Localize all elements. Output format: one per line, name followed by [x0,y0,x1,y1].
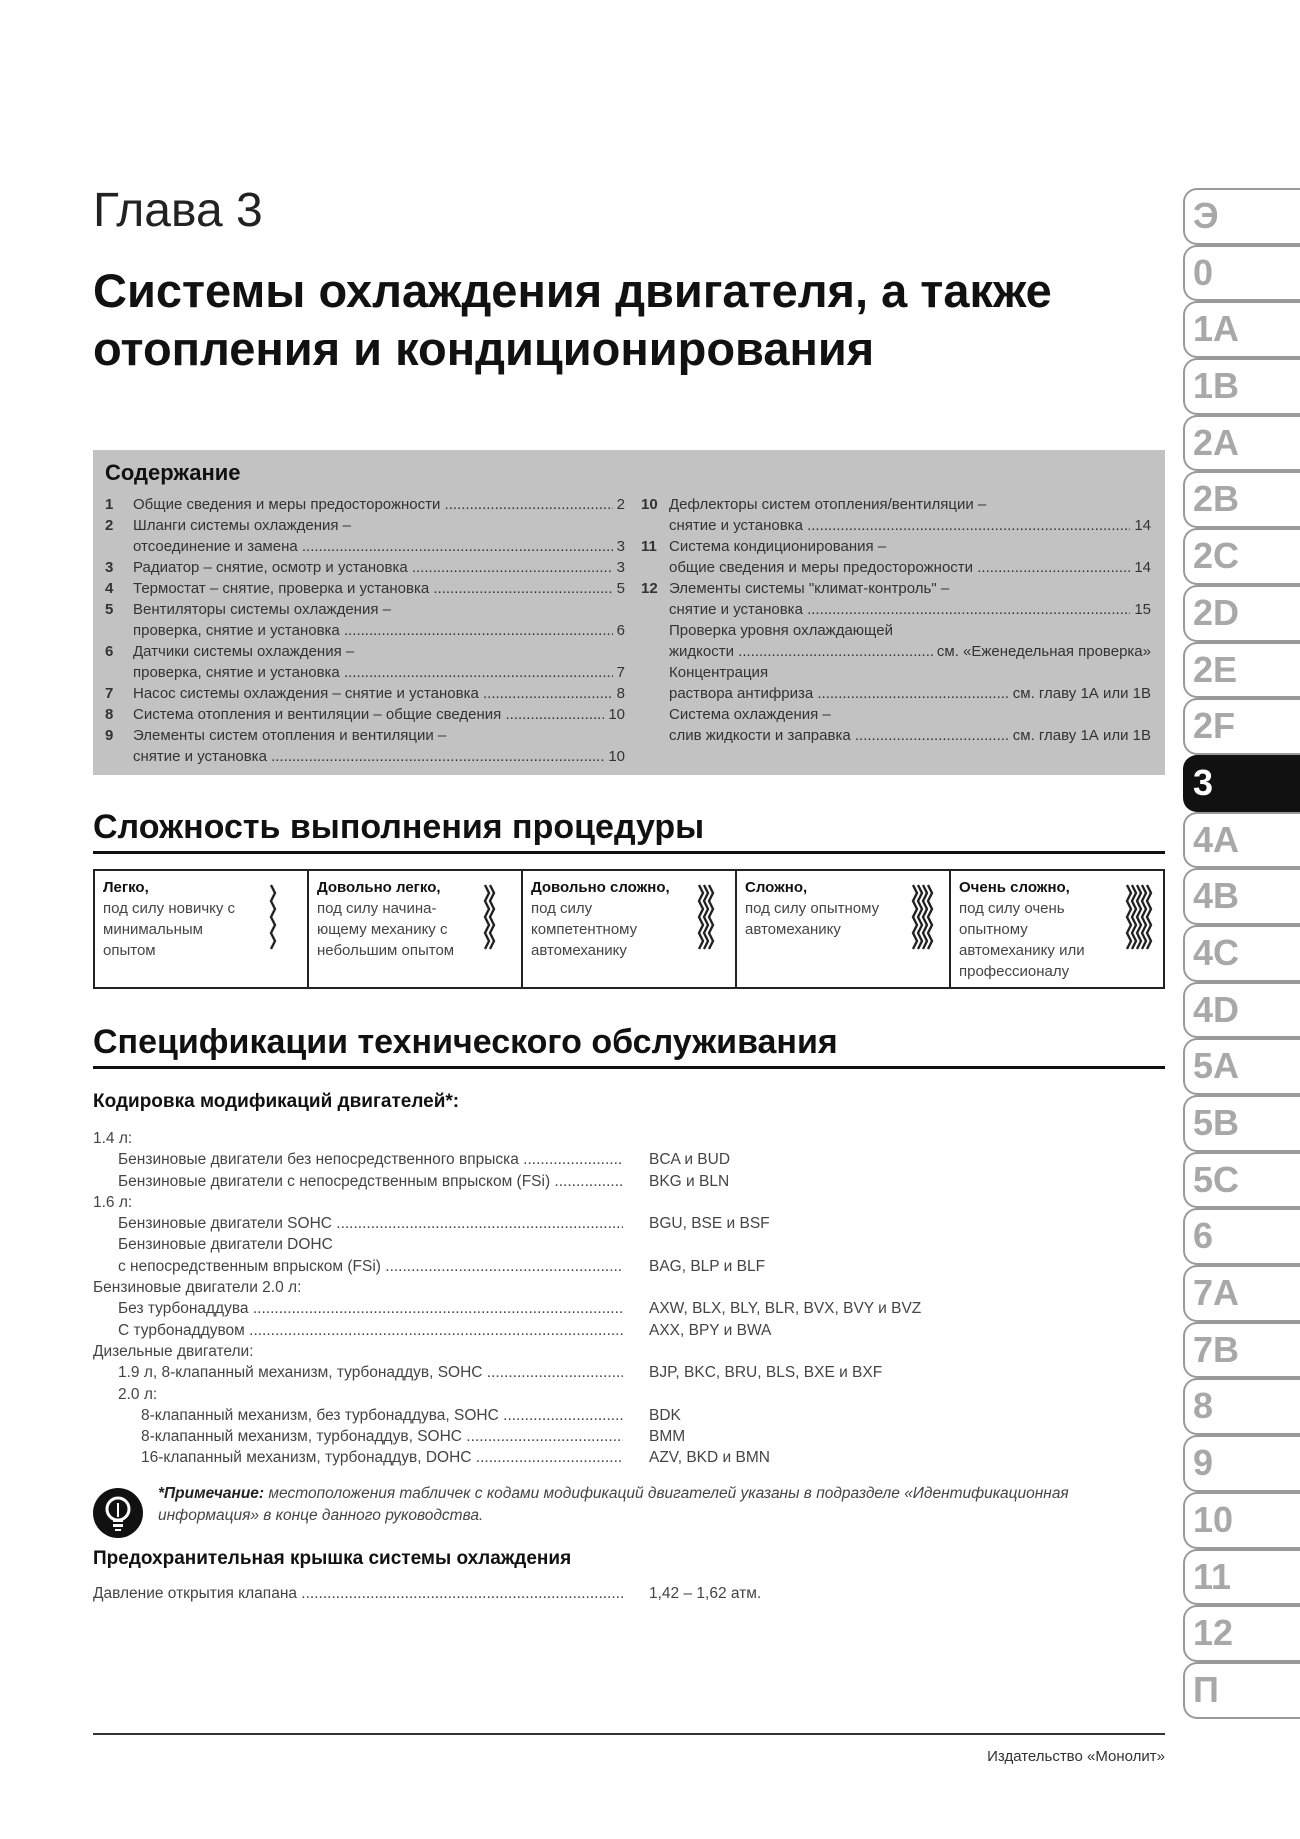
engine-spec-label: 1.9 л, 8-клапанный механизм, турбонаддув, SOHC ..... [93,1362,623,1383]
engine-spec-label: с непосредственным впрыском (FSi) ..... [93,1256,623,1277]
contents-entry-page: 10 [608,706,625,723]
engine-spec-row [93,1320,993,1341]
difficulty-title: Очень сложно, [959,879,1070,896]
difficulty-level-5 [951,871,1163,987]
engine-spec-codes: BMM [649,1428,686,1446]
contents-entry-page: 7 [616,664,625,681]
difficulty-desc: под силу опытному автомеханику [745,900,880,938]
difficulty-text [103,877,248,961]
engine-spec-label: Дизельные двигатели: [93,1342,254,1360]
difficulty-text [959,877,1104,982]
contents-entry-page [1147,620,1151,641]
difficulty-desc: под силу начина-ющему механику с небольшим опытом [317,900,455,959]
difficulty-desc: под силу компетентному автомеханику [531,900,638,959]
contents-entry-text: снятие и установка ..... [669,515,1130,536]
engine-spec-row [93,1341,993,1362]
chapter-tab-11[interactable]: 11 [1183,1549,1300,1606]
contents-entry-text: проверка, снятие и установка ..... [133,662,613,683]
contents-entry-page: 3 [616,538,625,555]
wrench-icon [1123,881,1155,953]
engine-spec-codes: BDK [649,1406,681,1424]
difficulty-desc: под силу новичку с минимальным опытом [103,900,236,959]
contents-entry-text: снятие и установка ..... [133,746,604,767]
contents-entry-text: Насос системы охлаждения – снятие и установка ..... [133,683,613,704]
engine-spec-codes: AZV, BKD и BMN [649,1449,770,1467]
engine-spec-row [93,1128,993,1149]
contents-entry-page [621,641,625,662]
contents-entry-text: снятие и установка ..... [669,599,1130,620]
contents-entry-number [641,683,669,704]
contents-entry [641,599,1151,620]
contents-entry-page: 14 [1134,517,1151,534]
contents-entry-text: проверка, снятие и установка ..... [133,620,613,641]
contents-entry-number: 12 [641,580,658,597]
difficulty-text [745,877,890,940]
difficulty-level-3 [523,871,737,987]
difficulty-heading: Сложность выполнения процедуры [93,808,1165,854]
contents-entry-page [1147,578,1151,599]
contents-entry-text: Радиатор – снятие, осмотр и установка ..... [133,557,613,578]
engine-spec-row [93,1384,993,1405]
contents-heading: Содержание [105,460,241,485]
chapter-tab-П[interactable]: П [1183,1662,1300,1719]
lightbulb-note-icon [92,1487,144,1539]
contents-entry-number: 11 [641,538,657,555]
contents-entry-page: см. главу 1А или 1В [1012,727,1151,744]
contents-entry-number: 6 [105,643,114,660]
contents-entry-page: 15 [1134,601,1151,618]
contents-entry [105,704,625,725]
contents-entry-page: 10 [608,748,625,765]
chapter-tab-7A[interactable]: 7A [1183,1265,1300,1322]
engine-spec-row [93,1192,993,1213]
contents-entry-text: Вентиляторы системы охлаждения – [133,601,391,618]
chapter-tab-1B[interactable]: 1B [1183,358,1300,415]
contents-entry [641,662,1151,683]
chapter-tab-5C[interactable]: 5C [1183,1152,1300,1209]
contents-entry-number: 2 [105,517,114,534]
engine-spec-codes [623,1234,649,1255]
contents-right-column [641,494,1151,746]
contents-entry-page: 8 [616,685,625,702]
chapter-tab-Э[interactable]: Э [1183,188,1300,245]
engine-coding-list [93,1128,993,1469]
contents-entry-number [641,662,669,683]
chapter-tab-4B[interactable]: 4B [1183,868,1300,925]
contents-entry-text: Датчики системы охлаждения – [133,643,355,660]
chapter-tabs [1183,188,1300,1719]
contents-entry [641,683,1151,704]
engine-spec-codes: AXW, BLX, BLY, BLR, BVX, BVY и BVZ [649,1300,922,1318]
cap-heading: Предохранительная крышка системы охлаждения [93,1548,572,1569]
contents-entry-number: 5 [105,601,114,618]
contents-box [93,450,1165,775]
contents-entry-number [105,536,133,557]
difficulty-text [531,877,676,961]
engine-spec-row [93,1149,993,1170]
chapter-tab-10[interactable]: 10 [1183,1492,1300,1549]
difficulty-title: Довольно легко, [317,879,441,896]
contents-entry [105,641,625,662]
engine-spec-row [93,1405,993,1426]
engine-spec-label: Без турбонаддува ..... [93,1298,623,1319]
wrench-icon [267,881,299,953]
contents-entry-page [1147,536,1151,557]
chapter-tab-4D[interactable]: 4D [1183,982,1300,1039]
engine-spec-label: 2.0 л: [118,1385,158,1403]
engine-spec-row [93,1447,993,1468]
contents-entry-text: Система кондиционирования – [669,538,887,555]
contents-entry-page [621,515,625,536]
engine-spec-label: Бензиновые двигатели SOHC ..... [93,1213,623,1234]
chapter-label: Глава 3 [93,184,263,237]
contents-entry [105,620,625,641]
contents-entry-number: 1 [105,496,114,513]
chapter-tab-4C[interactable]: 4C [1183,925,1300,982]
contents-entry-number [641,599,669,620]
chapter-title: Системы охлаждения двигателя, а также отопления и кондиционирования [93,264,1052,375]
chapter-tab-6[interactable]: 6 [1183,1208,1300,1265]
difficulty-desc: под силу очень опытному автомеханику или профессионалу [959,900,1085,980]
engine-spec-label: С турбонаддувом ..... [93,1320,623,1341]
chapter-tab-2F[interactable]: 2F [1183,698,1300,755]
contents-entry-page [1147,494,1151,515]
engine-spec-codes: BAG, BLP и BLF [649,1257,766,1275]
contents-entry [105,683,625,704]
contents-entry [641,641,1151,662]
contents-entry-text: Шланги системы охлаждения – [133,517,352,534]
difficulty-title: Легко, [103,879,149,896]
contents-entry [105,746,625,767]
contents-entry-text: слив жидкости и заправка ..... [669,725,1009,746]
contents-entry-page: 2 [616,496,625,513]
chapter-tab-9[interactable]: 9 [1183,1435,1300,1492]
contents-entry-text: Дефлекторы систем отопления/вентиляции – [669,496,987,513]
chapter-tab-4A[interactable]: 4A [1183,812,1300,869]
difficulty-text [317,877,462,961]
engine-coding-heading: Кодировка модификаций двигателей*: [93,1091,460,1112]
contents-entry [641,704,1151,725]
contents-entry-number [641,557,669,578]
contents-entry-page: см. «Еженедельная проверка» [936,643,1151,660]
engine-spec-label: 1.4 л: [93,1130,133,1147]
engine-spec-label: 8-клапанный механизм, турбонаддув, SOHC ..... [93,1426,623,1447]
contents-entry-number: 3 [105,559,114,576]
contents-entry [105,662,625,683]
contents-entry-text: Концентрация [669,664,769,681]
note-text [158,1483,1168,1527]
engine-spec-codes: BGU, BSE и BSF [649,1215,770,1233]
contents-entry [105,599,625,620]
engine-spec-codes [623,1384,649,1405]
chapter-tab-12[interactable]: 12 [1183,1605,1300,1662]
contents-entry-page [1147,662,1151,683]
chapter-tab-2D[interactable]: 2D [1183,585,1300,642]
contents-entry [641,725,1151,746]
engine-spec-label: Бензиновые двигатели 2.0 л: [93,1279,302,1297]
contents-entry-number: 9 [105,727,114,744]
engine-spec-row [93,1171,993,1192]
contents-entry-text: Общие сведения и меры предосторожности ..... [133,494,613,515]
note-label: *Примечание: [158,1485,265,1502]
contents-entry-page: 5 [616,580,625,597]
contents-entry-text: общие сведения и меры предосторожности ..... [669,557,1130,578]
valve-label: Давление открытия клапана ..... [93,1585,623,1603]
difficulty-level-1 [95,871,309,987]
chapter-tab-5A[interactable]: 5A [1183,1038,1300,1095]
contents-entry [105,557,625,578]
contents-entry-number [641,725,669,746]
chapter-tab-5B[interactable]: 5B [1183,1095,1300,1152]
chapter-tab-8[interactable]: 8 [1183,1378,1300,1435]
contents-entry [641,578,1151,599]
engine-spec-row [93,1298,993,1319]
engine-spec-row [93,1234,993,1255]
chapter-tab-3[interactable]: 3 [1183,755,1300,812]
contents-entry-number [105,746,133,767]
contents-entry [105,536,625,557]
difficulty-table [93,869,1165,989]
contents-entry-number [105,620,133,641]
contents-entry-page: 3 [616,559,625,576]
specs-heading: Спецификации технического обслуживания [93,1023,1165,1069]
chapter-tab-2E[interactable]: 2E [1183,642,1300,699]
contents-entry-page: 14 [1134,559,1151,576]
publisher-footer: Издательство «Монолит» [987,1748,1165,1765]
engine-spec-codes: AXX, BPY и BWA [649,1321,772,1339]
engine-spec-codes [623,1341,649,1362]
contents-entry-page: см. главу 1А или 1В [1012,685,1151,702]
contents-entry-page [621,599,625,620]
contents-entry-text: Система отопления и вентиляции – общие сведения ..... [133,704,604,725]
wrench-icon [909,881,941,953]
engine-spec-row [93,1213,993,1234]
chapter-tab-2A[interactable]: 2A [1183,415,1300,472]
wrench-icon [481,881,513,953]
contents-entry [641,620,1151,641]
chapter-tab-2C[interactable]: 2C [1183,528,1300,585]
contents-entry-number [105,662,133,683]
valve-value: 1,42 – 1,62 атм. [649,1585,762,1602]
contents-left-column [105,494,625,767]
contents-entry [105,725,625,746]
chapter-tab-1A[interactable]: 1A [1183,301,1300,358]
engine-spec-codes: BCA и BUD [649,1151,731,1169]
difficulty-title: Довольно сложно, [531,879,670,896]
difficulty-title: Сложно, [745,879,808,896]
contents-entry-number: 4 [105,580,114,597]
contents-entry-number [641,704,669,725]
contents-entry-number [641,515,669,536]
note-body: местоположения табличек с кодами модификаций двигателей указаны в подразделе «Идентификационная информация» в конце данного руководства. [158,1485,1069,1524]
contents-entry [105,578,625,599]
chapter-tab-0[interactable]: 0 [1183,245,1300,302]
contents-entry-number: 10 [641,496,658,513]
contents-entry-text: Элементы системы "климат-контроль" – [669,580,950,597]
contents-entry [641,515,1151,536]
footer-divider [93,1733,1165,1735]
contents-entry-text: жидкости ..... [669,641,933,662]
engine-spec-label: 8-клапанный механизм, без турбонаддува, SOHC ..... [93,1405,623,1426]
engine-spec-label: 16-клапанный механизм, турбонаддув, DOHC ..... [93,1447,623,1468]
wrench-icon [695,881,727,953]
contents-entry [641,536,1151,557]
contents-entry [641,494,1151,515]
contents-entry-text: Термостат – снятие, проверка и установка ..... [133,578,613,599]
contents-entry-text: раствора антифриза ..... [669,683,1009,704]
engine-spec-label: Бензиновые двигатели DOHC [118,1236,333,1254]
contents-entry-number [641,641,669,662]
engine-spec-row [93,1277,993,1298]
contents-entry-number: 8 [105,706,114,723]
engine-spec-row [93,1362,993,1383]
engine-spec-codes: BKG и BLN [649,1172,730,1190]
contents-entry-number: 7 [105,685,114,702]
contents-entry-page: 6 [616,622,625,639]
engine-spec-row [93,1256,993,1277]
engine-spec-label: Бензиновые двигатели с непосредственным впрыском (FSi) ..... [93,1171,623,1192]
chapter-tab-2B[interactable]: 2B [1183,471,1300,528]
contents-entry [105,515,625,536]
engine-spec-label: Бензиновые двигатели без непосредственного впрыска ..... [93,1149,623,1170]
engine-spec-codes [623,1128,649,1149]
engine-spec-codes [623,1277,649,1298]
contents-entry-text: отсоединение и замена ..... [133,536,613,557]
contents-entry-number [641,620,669,641]
contents-entry-text: Проверка уровня охлаждающей [669,622,893,639]
contents-entry [641,557,1151,578]
engine-spec-row [93,1426,993,1447]
contents-entry-page [621,725,625,746]
valve-pressure-row [93,1585,993,1603]
contents-entry-text: Система охлаждения – [669,706,831,723]
contents-entry-page [1147,704,1151,725]
difficulty-level-4 [737,871,951,987]
difficulty-level-2 [309,871,523,987]
engine-spec-codes [623,1192,649,1213]
contents-entry [105,494,625,515]
contents-entry-text: Элементы систем отопления и вентиляции – [133,727,447,744]
engine-spec-codes: BJP, BKC, BRU, BLS, BXE и BXF [649,1364,883,1382]
chapter-tab-7B[interactable]: 7B [1183,1322,1300,1379]
engine-spec-label: 1.6 л: [93,1193,133,1211]
